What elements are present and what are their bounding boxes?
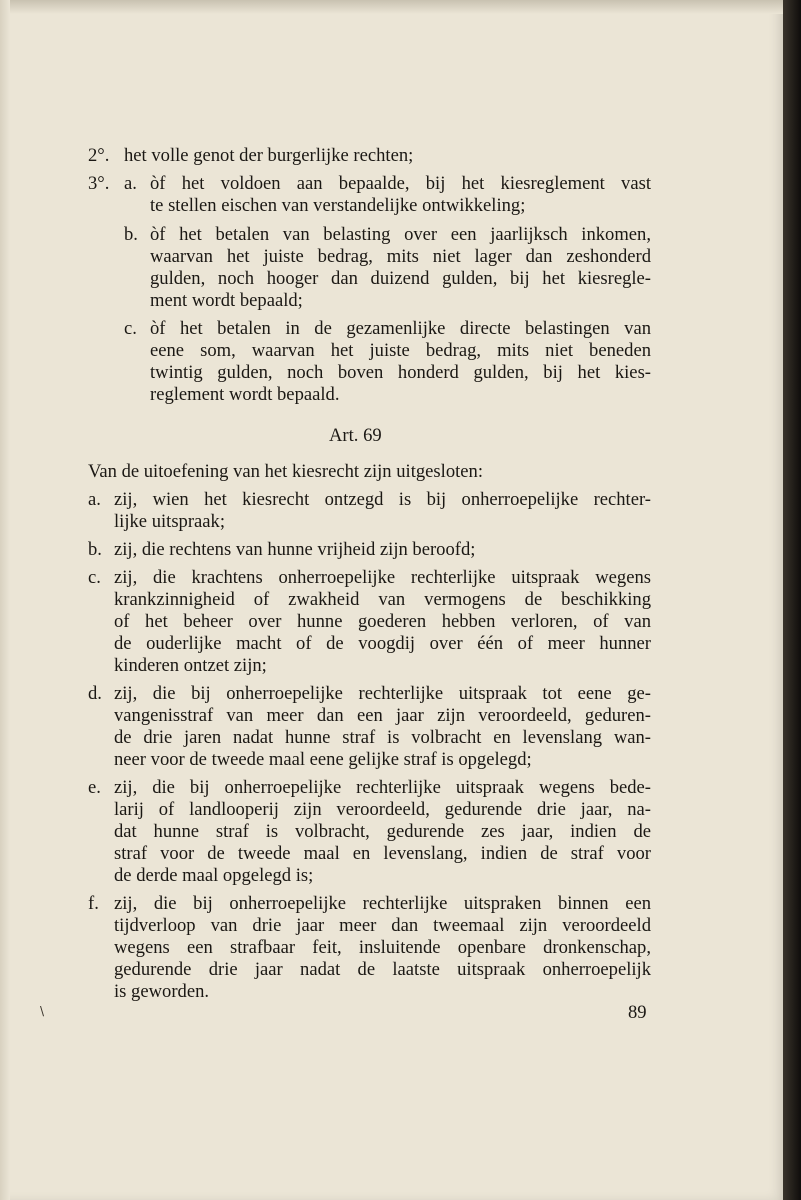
exclusion-c-line-5: kinderen ontzet zijn;	[114, 655, 267, 676]
binding-edge	[0, 0, 10, 1200]
exclusion-a-line-2: lijke uitspraak;	[114, 511, 226, 532]
article-intro: Van de uitoefening van het kiesrecht zijn uitgesloten:	[88, 461, 483, 482]
scan-background-edge	[783, 0, 801, 1200]
exclusion-e-line-3: dat hunne straf is volbracht, gedurende zes jaar, indien de	[114, 821, 651, 842]
exclusion-c-line-2: krankzinnigheid of zwakheid van vermogens de beschikking	[114, 589, 651, 610]
subitem-label-a: a.	[124, 173, 137, 194]
exclusion-f-line-3: wegens een strafbaar feit, insluitende openbare dronkenschap,	[114, 937, 651, 958]
exclusion-label-b: b.	[88, 539, 102, 560]
page-number: 89	[628, 1002, 647, 1023]
exclusion-f-line-5: is geworden.	[114, 981, 210, 1002]
item-3b-line-3: gulden, noch hooger dan duizend gulden, bij het kiesregle-	[150, 268, 651, 289]
subitem-label-b: b.	[124, 224, 138, 245]
exclusion-f-line-2: tijdverloop van drie jaar meer dan tweemaal zijn veroordeeld	[114, 915, 651, 936]
exclusion-f-line-4: gedurende drie jaar nadat de laatste uitspraak onherroepelijk	[114, 959, 651, 980]
exclusion-c-line-4: de ouderlijke macht of de voogdij over één of meer hunner	[114, 633, 651, 654]
page-top-edge	[0, 0, 783, 14]
item-3a-line-1: òf het voldoen aan bepaalde, bij het kiesreglement vast	[150, 173, 651, 194]
exclusion-b-line-1: zij, die rechtens van hunne vrijheid zijn beroofd;	[114, 539, 476, 560]
subitem-label-c: c.	[124, 318, 137, 339]
item-3b-line-4: ment wordt bepaald;	[150, 290, 303, 311]
item-3b-line-1: òf het betalen van belasting over een jaarlijksch inkomen,	[150, 224, 651, 245]
article-heading: Art. 69	[329, 425, 382, 446]
item-3c-line-3: twintig gulden, noch boven honderd gulden, bij het kies-	[150, 362, 651, 383]
exclusion-e-line-1: zij, die bij onherroepelijke rechterlijke uitspraak wegens bede-	[114, 777, 651, 798]
item-3b-line-2: waarvan het juiste bedrag, mits niet lager dan zeshonderd	[150, 246, 651, 267]
exclusion-c-line-1: zij, die krachtens onherroepelijke rechterlijke uitspraak wegens	[114, 567, 651, 588]
exclusion-e-line-2: larij of landlooperij zijn veroordeeld, gedurende drie jaar, na-	[114, 799, 651, 820]
exclusion-d-line-3: de drie jaren nadat hunne straf is volbracht en levenslang wan-	[114, 727, 651, 748]
item-3c-line-4: reglement wordt bepaald.	[150, 384, 340, 405]
item-label-2: 2°.	[88, 145, 110, 166]
item-3a-line-2: te stellen eischen van verstandelijke ontwikkeling;	[150, 195, 526, 216]
exclusion-label-e: e.	[88, 777, 101, 798]
exclusion-d-line-4: neer voor de tweede maal eene gelijke straf is opgelegd;	[114, 749, 532, 770]
item-3c-line-1: òf het betalen in de gezamenlijke directe belastingen van	[150, 318, 651, 339]
exclusion-a-line-1: zij, wien het kiesrecht ontzegd is bij onherroepelijke rechter-	[114, 489, 651, 510]
exclusion-label-f: f.	[88, 893, 99, 914]
exclusion-label-c: c.	[88, 567, 101, 588]
exclusion-label-a: a.	[88, 489, 101, 510]
exclusion-e-line-4: straf voor de tweede maal en levenslang, indien de straf voor	[114, 843, 651, 864]
exclusion-c-line-3: of het beheer over hunne goederen hebben verloren, of van	[114, 611, 651, 632]
item-2-line-1: het volle genot der burgerlijke rechten;	[124, 145, 414, 166]
exclusion-label-d: d.	[88, 683, 102, 704]
exclusion-e-line-5: de derde maal opgelegd is;	[114, 865, 314, 886]
exclusion-d-line-1: zij, die bij onherroepelijke rechterlijke uitspraak tot eene ge-	[114, 683, 651, 704]
item-label-3: 3°.	[88, 173, 110, 194]
item-3c-line-2: eene som, waarvan het juiste bedrag, mits niet beneden	[150, 340, 651, 361]
exclusion-d-line-2: vangenisstraf van meer dan een jaar zijn veroordeeld, geduren-	[114, 705, 651, 726]
exclusion-f-line-1: zij, die bij onherroepelijke rechterlijke uitspraken binnen een	[114, 893, 651, 914]
margin-mark: \	[40, 1004, 45, 1018]
